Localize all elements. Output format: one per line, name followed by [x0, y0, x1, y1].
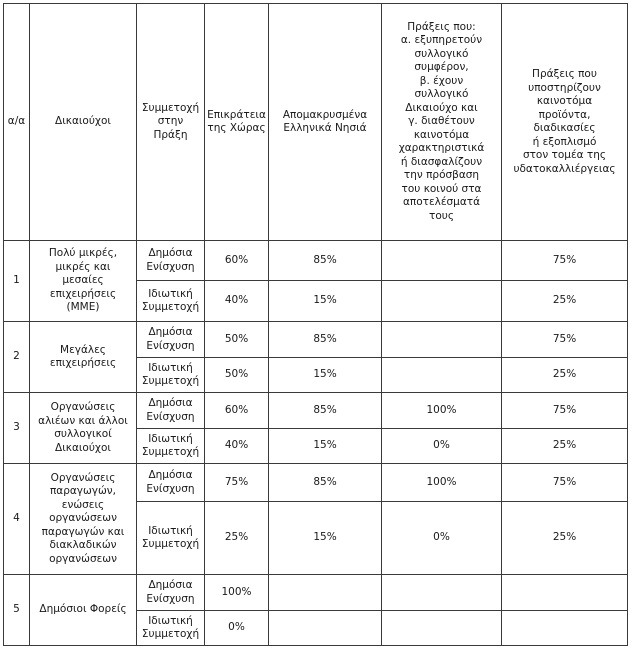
cell-collective [382, 322, 502, 358]
cell-territory: 40% [205, 281, 269, 322]
cell-participation: Ιδιωτική Συμμετοχή [137, 611, 205, 646]
cell-collective: 0% [382, 429, 502, 464]
cell-participation: Δημόσια Ενίσχυση [137, 241, 205, 281]
cell-participation: Ιδιωτική Συμμετοχή [137, 358, 205, 393]
beneficiary-name: Οργανώσεις αλιέων και άλλοι συλλογικοί Δικαιούχοι [30, 393, 137, 464]
cell-islands [269, 611, 382, 646]
cell-territory: 40% [205, 429, 269, 464]
header-aa: α/α [4, 4, 30, 241]
table-row [4, 464, 628, 502]
header-participation: Συμμετοχή στην Πράξη [137, 4, 205, 241]
cell-territory: 75% [205, 464, 269, 502]
funding-rates-table [3, 3, 628, 646]
cell-collective [382, 281, 502, 322]
cell-islands: 85% [269, 393, 382, 429]
cell-collective [382, 575, 502, 611]
cell-participation: Δημόσια Ενίσχυση [137, 464, 205, 502]
cell-islands: 15% [269, 502, 382, 575]
cell-innovative: 25% [502, 429, 628, 464]
cell-innovative: 75% [502, 322, 628, 358]
cell-territory: 0% [205, 611, 269, 646]
table-row [4, 575, 628, 611]
cell-innovative [502, 611, 628, 646]
beneficiary-name: Πολύ μικρές, μικρές και μεσαίες επιχειρήσεις (ΜΜΕ) [30, 241, 137, 322]
row-number: 5 [4, 575, 30, 646]
table-row [4, 322, 628, 358]
cell-participation: Δημόσια Ενίσχυση [137, 322, 205, 358]
cell-territory: 25% [205, 502, 269, 575]
cell-islands [269, 575, 382, 611]
cell-innovative: 25% [502, 281, 628, 322]
cell-innovative: 75% [502, 464, 628, 502]
header-row [4, 4, 628, 241]
cell-territory: 50% [205, 322, 269, 358]
row-number: 1 [4, 241, 30, 322]
cell-islands: 85% [269, 322, 382, 358]
cell-innovative: 75% [502, 241, 628, 281]
cell-territory: 60% [205, 241, 269, 281]
cell-participation: Ιδιωτική Συμμετοχή [137, 281, 205, 322]
cell-islands: 15% [269, 429, 382, 464]
cell-innovative: 75% [502, 393, 628, 429]
cell-innovative: 25% [502, 358, 628, 393]
cell-collective: 0% [382, 502, 502, 575]
cell-participation: Δημόσια Ενίσχυση [137, 575, 205, 611]
cell-participation: Ιδιωτική Συμμετοχή [137, 502, 205, 575]
cell-innovative [502, 575, 628, 611]
beneficiary-name: Οργανώσεις παραγωγών, ενώσεις οργανώσεων παραγωγών και διακλαδικών οργανώσεων [30, 464, 137, 575]
row-number: 3 [4, 393, 30, 464]
row-number: 4 [4, 464, 30, 575]
cell-collective [382, 241, 502, 281]
cell-islands: 15% [269, 358, 382, 393]
cell-territory: 50% [205, 358, 269, 393]
row-number: 2 [4, 322, 30, 393]
cell-collective [382, 358, 502, 393]
beneficiary-name: Μεγάλες επιχειρήσεις [30, 322, 137, 393]
cell-territory: 100% [205, 575, 269, 611]
cell-islands: 85% [269, 464, 382, 502]
cell-collective: 100% [382, 464, 502, 502]
cell-participation: Ιδιωτική Συμμετοχή [137, 429, 205, 464]
header-collective-actions: Πράξεις που: α. εξυπηρετούν συλλογικό συμφέρον, β. έχουν συλλογικό Δικαιούχο και γ. διαθέτουν καινοτόμα χαρακτηριστικά ή διασφαλίζουν την πρόσβαση του κοινού στα αποτελέσματά τους [382, 4, 502, 241]
cell-islands: 15% [269, 281, 382, 322]
beneficiary-name: Δημόσιοι Φορείς [30, 575, 137, 646]
header-innovative-actions: Πράξεις που υποστηρίζουν καινοτόμα προϊόντα, διαδικασίες ή εξοπλισμό στον τομέα της υδατοκαλλιέργειας [502, 4, 628, 241]
cell-collective: 100% [382, 393, 502, 429]
cell-participation: Δημόσια Ενίσχυση [137, 393, 205, 429]
table-row [4, 241, 628, 281]
header-territory: Επικράτεια της Χώρας [205, 4, 269, 241]
cell-innovative: 25% [502, 502, 628, 575]
table-row [4, 393, 628, 429]
cell-collective [382, 611, 502, 646]
header-islands: Απομακρυσμένα Ελληνικά Νησιά [269, 4, 382, 241]
header-beneficiaries: Δικαιούχοι [30, 4, 137, 241]
cell-islands: 85% [269, 241, 382, 281]
cell-territory: 60% [205, 393, 269, 429]
